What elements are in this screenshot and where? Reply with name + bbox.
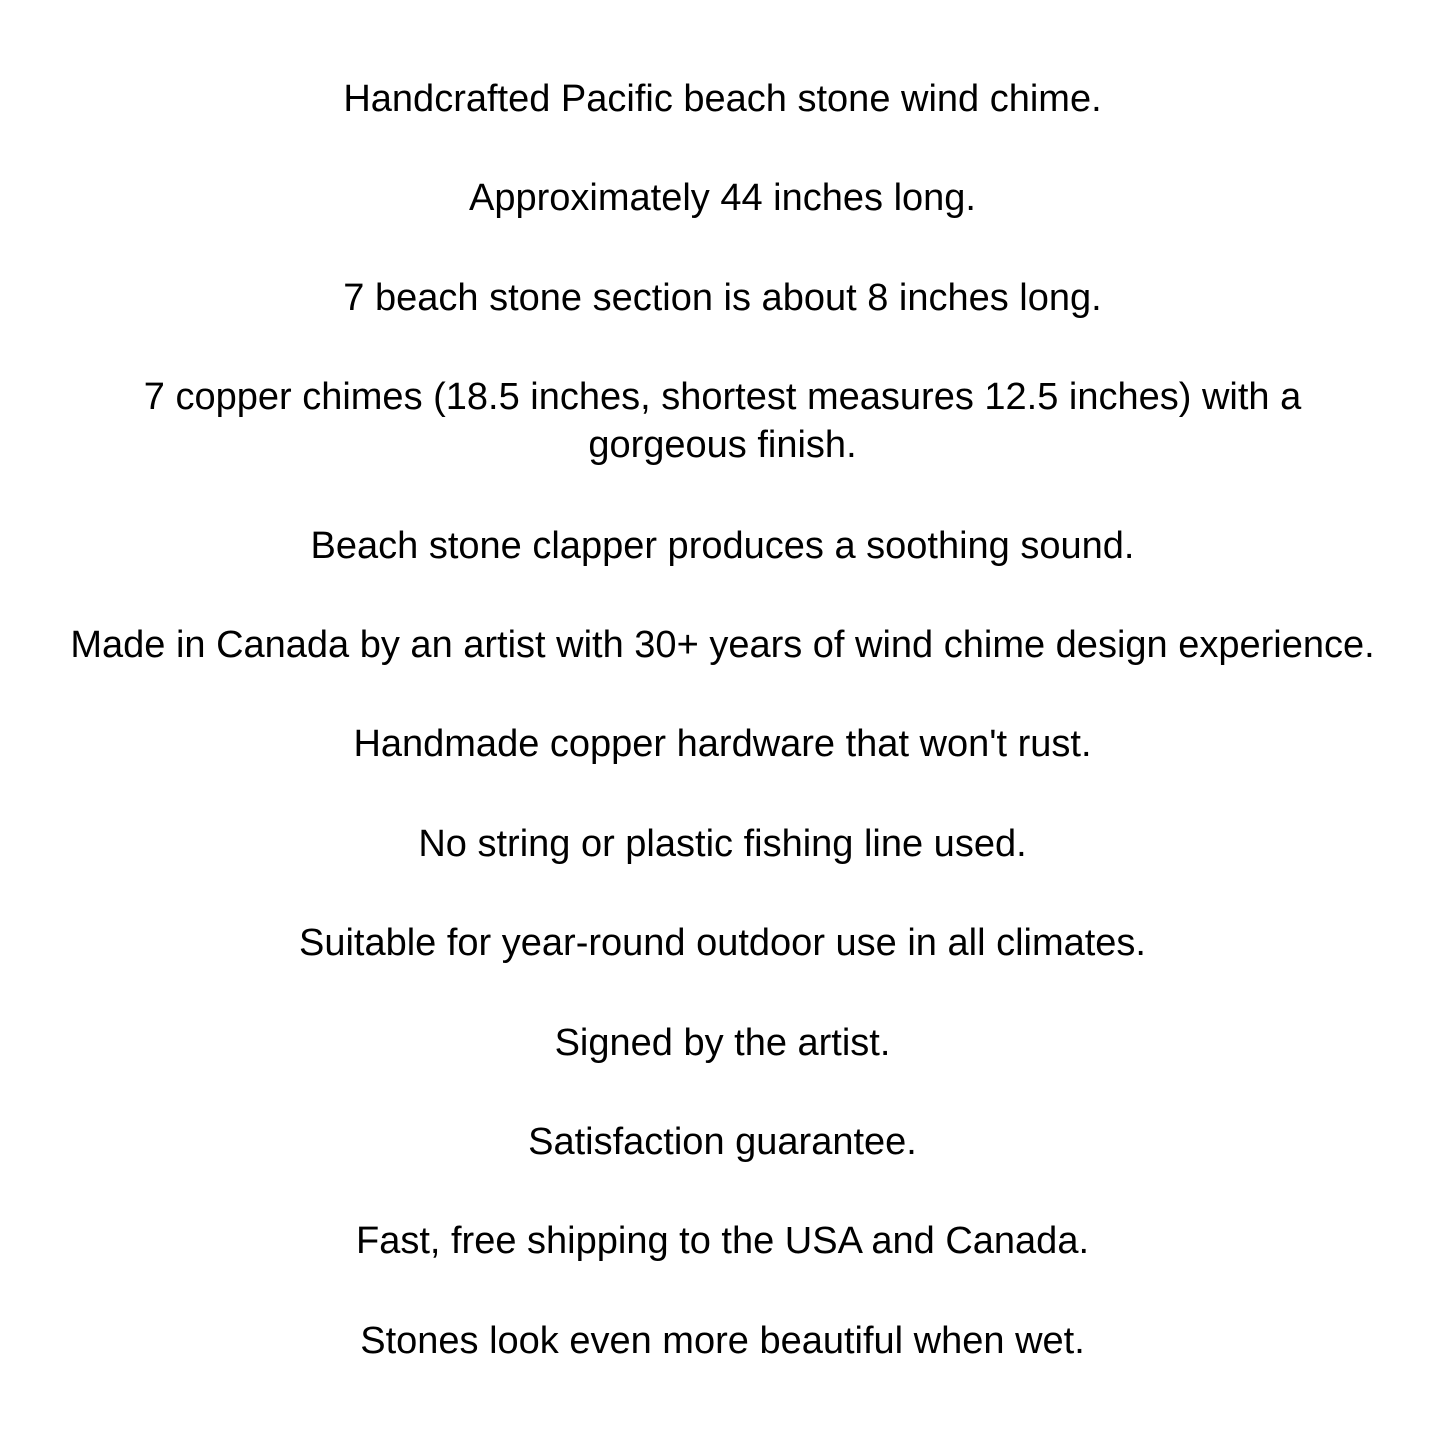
feature-line-1: Handcrafted Pacific beach stone wind chime. [343,78,1102,120]
feature-line-7: Handmade copper hardware that won't rust. [353,723,1092,765]
feature-line-10: Signed by the artist. [554,1022,891,1064]
feature-line-13: Stones look even more beautiful when wet. [360,1320,1085,1362]
feature-line-9: Suitable for year-round outdoor use in all climates. [298,922,1146,964]
feature-line-4 [0,373,1445,469]
feature-line-4b: gorgeous finish. [588,424,857,466]
feature-line-4a: 7 copper chimes (18.5 inches, shortest measures 12.5 inches) with a [143,376,1302,418]
feature-line-6: Made in Canada by an artist with 30+ years of wind chime design experience. [70,624,1375,666]
feature-line-3: 7 beach stone section is about 8 inches long. [343,277,1102,319]
feature-line-5: Beach stone clapper produces a soothing sound. [310,525,1135,567]
feature-line-8: No string or plastic fishing line used. [418,823,1027,865]
feature-line-2: Approximately 44 inches long. [469,177,976,219]
feature-line-12: Fast, free shipping to the USA and Canada. [355,1220,1090,1262]
feature-line-11: Satisfaction guarantee. [528,1121,917,1163]
